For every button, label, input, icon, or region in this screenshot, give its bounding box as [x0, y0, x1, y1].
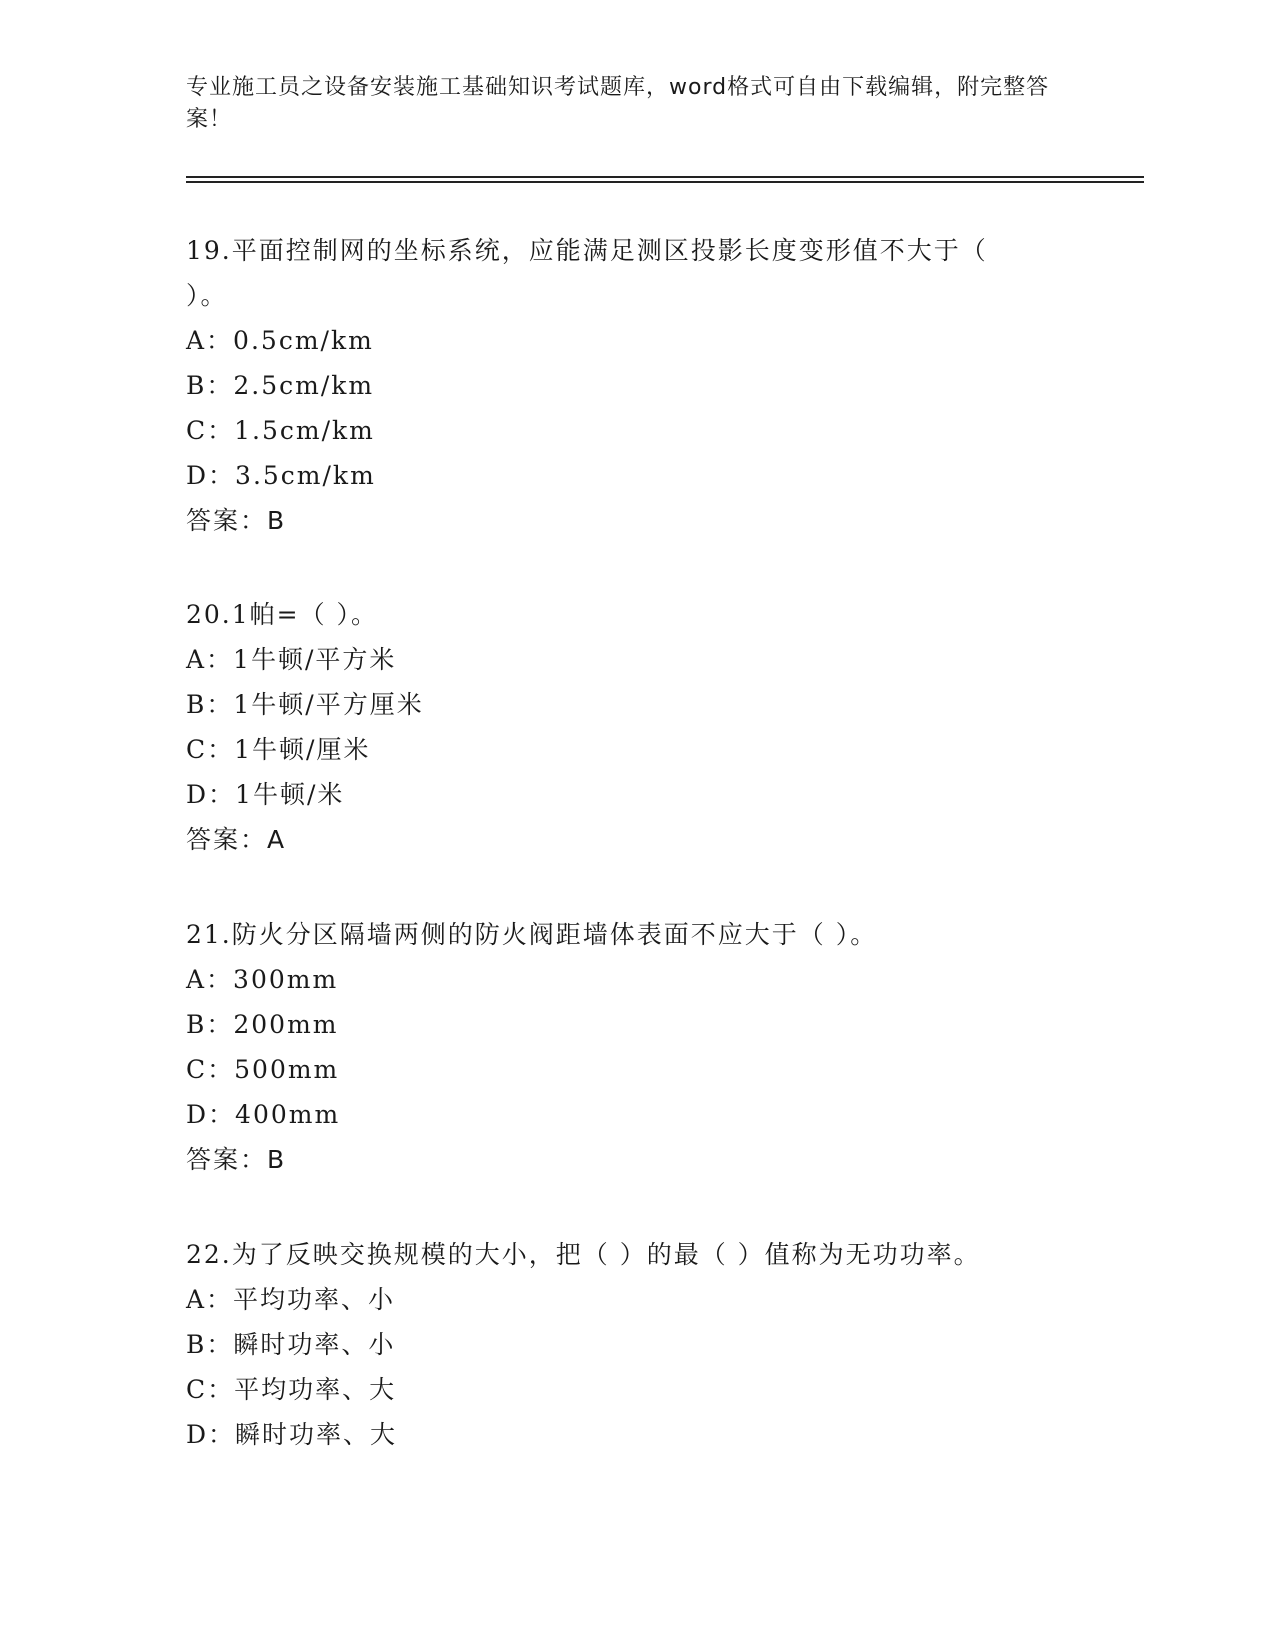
question-21	[186, 912, 1086, 1182]
question-stem: 19.平面控制网的坐标系统，应能满足测区投影长度变形值不大于（ ）。	[186, 236, 988, 310]
option-b: B：200mm	[186, 1010, 339, 1039]
question-stem: 21.防火分区隔墙两侧的防火阀距墙体表面不应大于（ ）。	[186, 920, 878, 949]
question-19	[186, 228, 1086, 543]
option-b: B：2.5cm/km	[186, 371, 375, 400]
option-c: C：1.5cm/km	[186, 416, 375, 445]
option-b: B：1牛顿/平方厘米	[186, 690, 424, 719]
option-a: A：1牛顿/平方米	[186, 645, 397, 674]
option-d: D：400mm	[186, 1100, 341, 1129]
header-divider-top	[186, 176, 1144, 178]
option-c: C：500mm	[186, 1055, 340, 1084]
option-d: D：1牛顿/米	[186, 780, 345, 809]
question-22	[186, 1232, 1086, 1457]
question-20	[186, 592, 1086, 862]
option-a: A：平均功率、小	[186, 1285, 396, 1314]
option-a: A：300mm	[186, 965, 339, 994]
option-c: C：平均功率、大	[186, 1375, 397, 1404]
option-a: A：0.5cm/km	[186, 326, 374, 355]
option-c: C：1牛顿/厘米	[186, 735, 371, 764]
question-stem: 22.为了反映交换规模的大小，把（ ）的最（ ）值称为无功功率。	[186, 1240, 981, 1269]
question-stem: 20.1帕=（ ）。	[186, 600, 379, 629]
document-header: 专业施工员之设备安装施工基础知识考试题库，word格式可自由下载编辑，附完整答案！	[186, 75, 1050, 132]
answer-label: 答案：A	[186, 825, 287, 854]
option-b: B：瞬时功率、小	[186, 1330, 396, 1359]
header-divider-bottom	[186, 181, 1144, 183]
answer-label: 答案：B	[186, 1145, 287, 1174]
answer-label: 答案：B	[186, 506, 287, 535]
option-d: D：瞬时功率、大	[186, 1420, 398, 1449]
option-d: D：3.5cm/km	[186, 461, 376, 490]
